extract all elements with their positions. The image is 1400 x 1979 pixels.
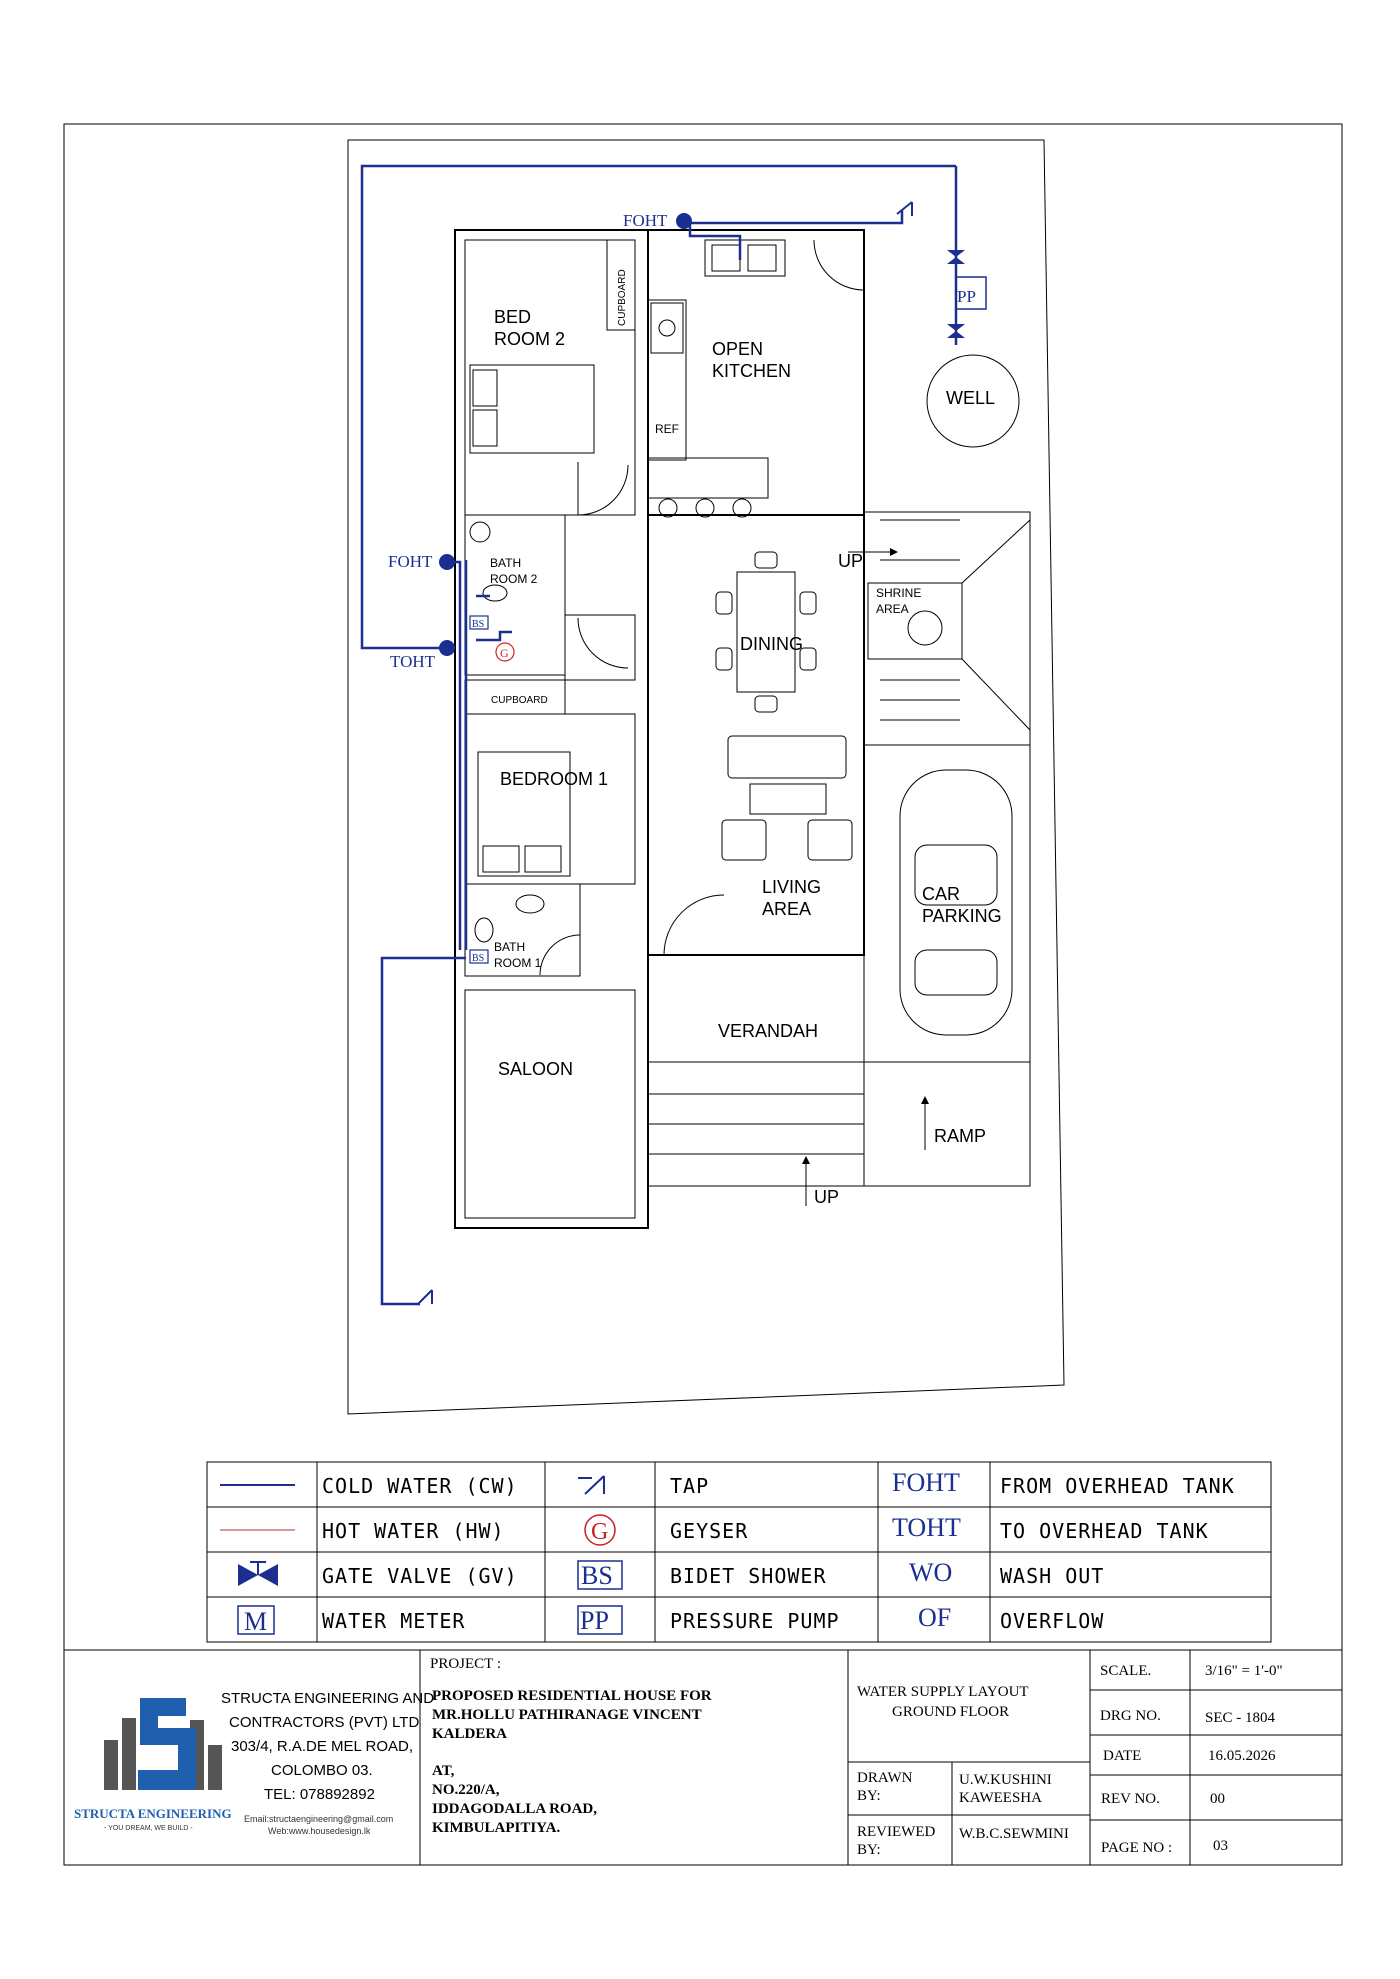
company-address: 303/4, R.A.DE MEL ROAD, — [231, 1738, 414, 1755]
label-car-parking: PARKING — [922, 906, 1002, 926]
hot-water-pipe — [476, 632, 512, 640]
legend-to-overhead-tank: TO OVERHEAD TANK — [1000, 1519, 1209, 1543]
company-email: Email:structaengineering@gmail.com — [244, 1814, 394, 1824]
bedroom-2-outline — [465, 240, 635, 515]
label-bath-room-1: BATH — [494, 940, 526, 954]
main-wall-center — [648, 515, 864, 955]
reviewed-by-value: W.B.C.SEWMINI — [959, 1826, 1069, 1842]
label-saloon: SALOON — [498, 1059, 574, 1079]
abbr-foht: FOHT — [892, 1468, 960, 1497]
drg-no-label: DRG NO. — [1100, 1708, 1161, 1724]
date-label: DATE — [1103, 1748, 1142, 1764]
label-well: WELL — [946, 388, 996, 408]
label-ramp: RAMP — [934, 1126, 987, 1146]
door-swing — [664, 895, 724, 955]
company-logo — [74, 1698, 232, 1832]
scale-label: SCALE. — [1100, 1663, 1152, 1679]
bath-2-door — [565, 615, 635, 680]
bedroom-1-outline — [465, 714, 635, 884]
project-title: PROPOSED RESIDENTIAL HOUSE FOR — [432, 1688, 712, 1704]
door-swing — [578, 465, 628, 515]
car-window — [915, 950, 997, 995]
company-address: COLOMBO 03. — [271, 1762, 373, 1779]
arrow-head-icon — [890, 548, 898, 556]
cold-water-to-saloon — [382, 958, 466, 1304]
dining-chair — [800, 592, 816, 614]
toilet-bath-2 — [483, 585, 507, 601]
project-address: IDDAGODALLA ROAD, — [432, 1801, 598, 1817]
sofa — [728, 736, 846, 778]
company-name: CONTRACTORS (PVT) LTD — [229, 1714, 420, 1731]
shrine-circle — [908, 611, 942, 645]
label-bath-room-2: ROOM 2 — [490, 572, 538, 586]
label-verandah: VERANDAH — [718, 1021, 819, 1041]
foht-label-bath: FOHT — [388, 552, 433, 571]
floor-plan — [455, 230, 1030, 1228]
legend-water-meter: WATER METER — [322, 1609, 466, 1633]
drawing-title: GROUND FLOOR — [892, 1704, 1010, 1720]
drawn-by-label: BY: — [857, 1788, 881, 1804]
pressure-pump-label: PP — [957, 287, 976, 306]
water-meter-symbol: M — [244, 1607, 268, 1636]
geyser-label: G — [500, 646, 509, 660]
label-up-stairs: UP — [838, 551, 864, 571]
gate-valve-icon — [947, 324, 965, 338]
label-living-area: AREA — [762, 899, 812, 919]
label-ref: REF — [655, 422, 679, 436]
drawn-by-label: DRAWN — [857, 1770, 913, 1786]
legend-hot-water: HOT WATER (HW) — [322, 1519, 505, 1543]
basin-bath-2 — [470, 522, 490, 542]
door-swing — [814, 240, 864, 290]
stair-diagonal — [962, 659, 1030, 730]
legend-overflow: OVERFLOW — [1000, 1609, 1105, 1633]
toht-label: TOHT — [390, 652, 436, 671]
pressure-pump-symbol: PP — [580, 1606, 609, 1635]
rev-no-value: 00 — [1210, 1791, 1225, 1807]
reviewed-by-label: REVIEWED — [857, 1824, 936, 1840]
bidet-shower-label: BS — [472, 953, 485, 964]
legend-wash-out: WASH OUT — [1000, 1564, 1105, 1588]
sink-bowl — [712, 245, 740, 271]
label-bedroom-1: BEDROOM 1 — [500, 769, 609, 789]
cold-water-pipe-main — [362, 166, 956, 648]
gate-valve-icon — [238, 1564, 258, 1586]
door-swing — [578, 618, 628, 668]
project-title: MR.HOLLU PATHIRANAGE VINCENT — [432, 1707, 702, 1723]
project-address: NO.220/A, — [432, 1782, 500, 1798]
gate-valve-icon — [258, 1564, 278, 1586]
label-cupboard-vertical: CUPBOARD — [617, 269, 628, 326]
drg-no-value: SEC - 1804 — [1205, 1710, 1276, 1726]
gate-valve-icon — [947, 250, 965, 264]
dining-chair — [716, 648, 732, 670]
ramp-outline — [864, 1062, 1030, 1186]
armchair — [808, 820, 852, 860]
bidet-shower-label: BS — [472, 619, 485, 630]
pillow — [483, 846, 519, 872]
company-tel: TEL: 078892892 — [264, 1786, 375, 1803]
logo-building — [122, 1718, 136, 1790]
legend-gate-valve: GATE VALVE (GV) — [322, 1564, 518, 1588]
label-bath-room-1: ROOM 1 — [494, 956, 542, 970]
label-bath-room-2: BATH — [490, 556, 522, 570]
stair-outline — [864, 512, 1030, 745]
date-value: 16.05.2026 — [1208, 1748, 1276, 1764]
tap-icon — [418, 1290, 432, 1304]
label-open-kitchen: OPEN — [712, 339, 764, 359]
label-shrine: AREA — [876, 602, 909, 616]
pillow — [473, 370, 497, 406]
basin-bath-1 — [516, 895, 544, 913]
label-bed-room-2: BED — [494, 307, 532, 327]
legend-table — [207, 1462, 1271, 1642]
foht-label-top: FOHT — [623, 211, 668, 230]
kitchen-island — [648, 458, 768, 498]
arrow-head-icon — [802, 1156, 810, 1164]
cold-water-pipe-kitchen — [685, 210, 902, 223]
logo-building — [208, 1745, 222, 1790]
rev-no-label: REV NO. — [1101, 1791, 1160, 1807]
abbr-wo: WO — [909, 1558, 953, 1587]
toilet-bath-1 — [475, 918, 493, 942]
project-label: PROJECT : — [430, 1656, 501, 1672]
logo-building — [104, 1740, 118, 1790]
reviewed-by-label: BY: — [857, 1842, 881, 1858]
geyser-symbol: G — [591, 1519, 609, 1545]
bed-bedroom-2 — [470, 365, 594, 453]
project-address: AT, — [432, 1763, 455, 1779]
saloon-outline — [465, 990, 635, 1218]
tap-icon — [897, 202, 912, 214]
hot-cold-riser — [447, 562, 460, 950]
toht-node — [439, 640, 455, 656]
page-no-label: PAGE NO : — [1101, 1840, 1173, 1856]
logo-s-shape — [138, 1698, 196, 1790]
foht-node-top — [676, 213, 692, 229]
dining-chair — [755, 552, 777, 568]
door-swing — [540, 935, 580, 975]
abbr-of: OF — [918, 1603, 952, 1632]
arrow-head-icon — [921, 1096, 929, 1104]
logo-tagline: - YOU DREAM, WE BUILD - — [104, 1825, 193, 1832]
label-cupboard: CUPBOARD — [491, 695, 548, 706]
foht-node-bath — [439, 554, 455, 570]
drawing-title: WATER SUPPLY LAYOUT — [857, 1684, 1029, 1700]
legend-cold-water: COLD WATER (CW) — [322, 1474, 518, 1498]
page-no-value: 03 — [1213, 1838, 1228, 1854]
legend-from-overhead-tank: FROM OVERHEAD TANK — [1000, 1474, 1235, 1498]
label-bed-room-2: ROOM 2 — [494, 329, 566, 349]
pillow — [473, 410, 497, 446]
stove-burner — [659, 320, 675, 336]
company-name: STRUCTA ENGINEERING AND — [221, 1690, 435, 1707]
kitchen-counter — [648, 300, 686, 460]
label-shrine: SHRINE — [876, 586, 922, 600]
project-title: KALDERA — [432, 1726, 508, 1742]
logo-text: STRUCTA ENGINEERING — [74, 1806, 232, 1821]
dining-chair — [716, 592, 732, 614]
legend-pressure-pump: PRESSURE PUMP — [670, 1609, 840, 1633]
title-block — [64, 1650, 1342, 1865]
label-up-entrance: UP — [814, 1187, 840, 1207]
drawn-by-value: U.W.KUSHINI — [959, 1772, 1052, 1788]
abbr-toht: TOHT — [892, 1513, 961, 1542]
stair-diagonal — [962, 520, 1030, 583]
legend-geyser: GEYSER — [670, 1519, 749, 1543]
cold-water-pipe-sink — [690, 223, 740, 260]
dining-chair — [755, 696, 777, 712]
sink-bowl — [748, 245, 776, 271]
legend-bidet-shower: BIDET SHOWER — [670, 1564, 827, 1588]
sheet-border — [64, 124, 1342, 1865]
dining-table — [737, 572, 795, 692]
label-dining: DINING — [740, 634, 803, 654]
stove — [651, 303, 683, 353]
label-living-area: LIVING — [762, 877, 822, 897]
label-car-parking: CAR — [922, 884, 961, 904]
coffee-table — [750, 784, 826, 814]
drawn-by-value: KAWEESHA — [959, 1790, 1042, 1806]
label-open-kitchen: KITCHEN — [712, 361, 792, 381]
project-address: KIMBULAPITIYA. — [432, 1820, 561, 1836]
armchair — [722, 820, 766, 860]
legend-tap: TAP — [670, 1474, 710, 1498]
bidet-shower-symbol: BS — [581, 1561, 613, 1590]
pillow — [525, 846, 561, 872]
company-web: Web:www.housedesign.lk — [268, 1826, 371, 1836]
scale-value: 3/16" = 1'-0" — [1205, 1663, 1283, 1679]
